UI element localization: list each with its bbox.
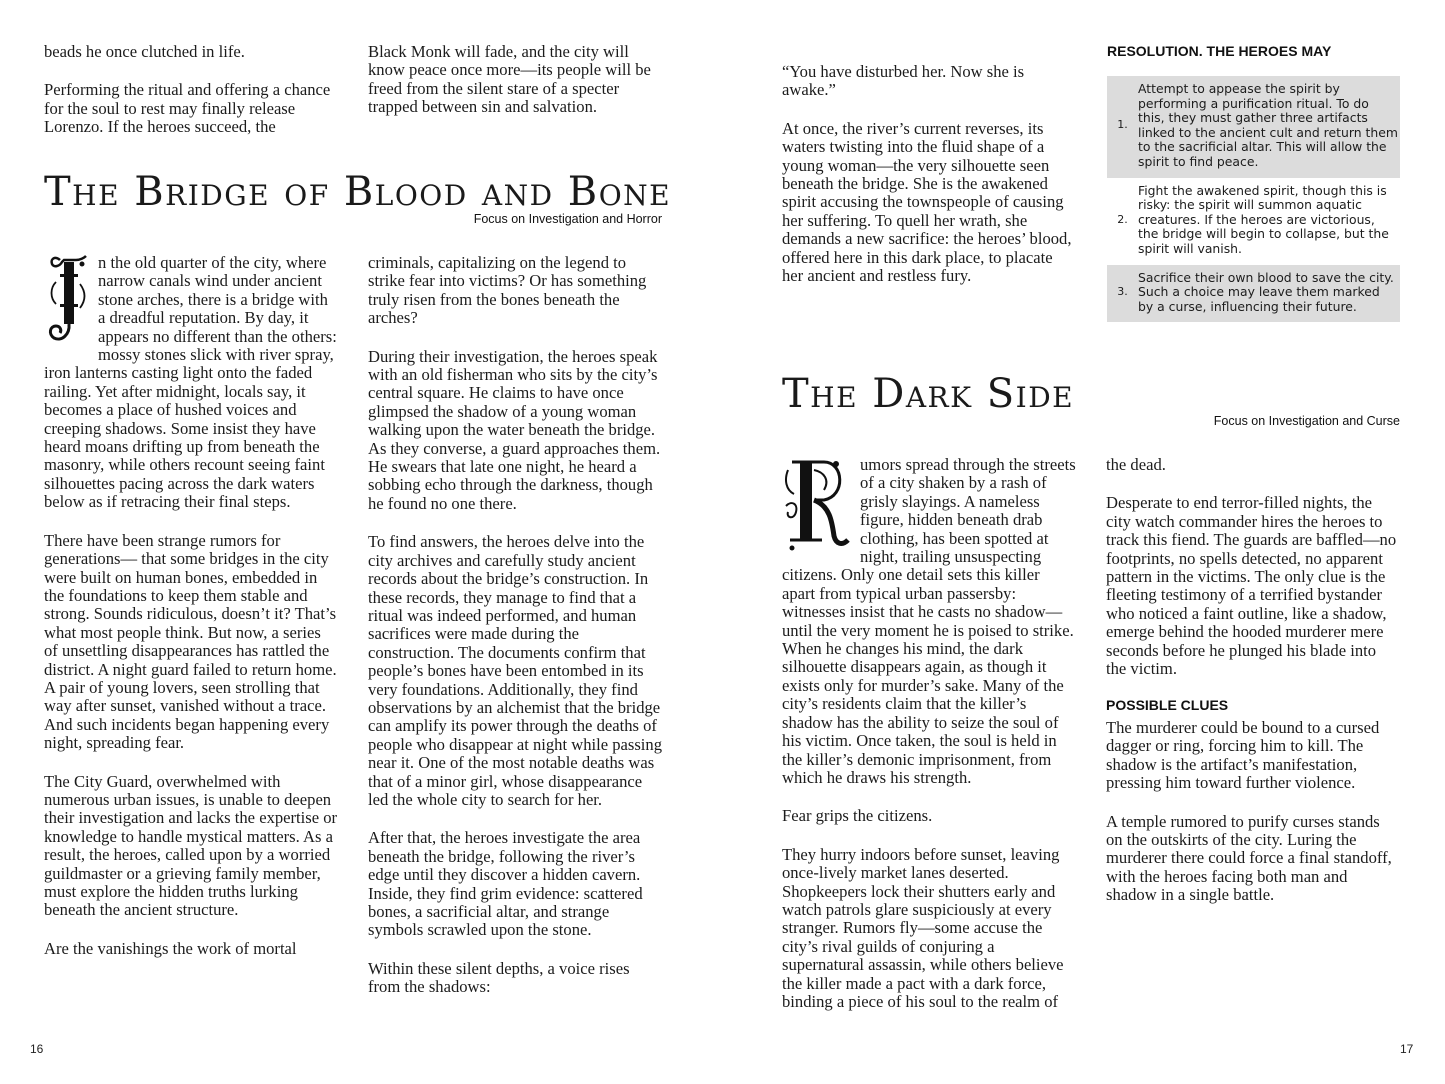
left-top-column-2 (368, 43, 662, 137)
list-text: Sacrifice their own blood to save the city. Such a choice may leave them marked by a curse, influencing their future. (1138, 269, 1394, 314)
dropcap-ornament-i (44, 254, 92, 350)
first-paragraph-text: n the old quarter of the city, where narrow canals wind under ancient stone arches, there is a bridge with a dreadful reputation. By day, it appears no different than the others: mossy stones slick with river spray, iron lanterns casting light onto the faded railing. Yet after midnight, locals say, it becomes a place of hushed voices and creeping shadows. Some insist they have heard moans drifting up from beneath the masonry, while others recount seeing faint silhouettes pacing across the dark waters below as if retracing their final steps. (44, 253, 337, 512)
paragraph: After that, the heroes investigate the area beneath the bridge, following the river’s edge until they discover a hidden cavern. Inside, they find grim evidence: scattered bones, a sacrificial altar, and strange symbols scrawled upon the stone. (368, 828, 643, 940)
paragraph: the dead. (1106, 455, 1166, 474)
paragraph: Desperate to end terror-filled nights, the city watch commander hires the heroes to track this fiend. The guards are baffled—no footprints, no spells detected, no apparent pattern in the victims. The only clue is the fleeting testimony of a terrified bystander who noticed a faint outline, like a shadow, emerge behind the hooded murderer mere seconds before he plunged his blade into the victim. (1106, 493, 1397, 679)
first-paragraph (44, 254, 338, 512)
possible-clues-heading: POSSIBLE CLUES (1106, 697, 1229, 714)
paragraph: To find answers, the heroes delve into the city archives and carefully study ancient records about the bridge’s construction. In these records, they manage to find that a ritual was indeed performed, and human sacrifices were made during the construction. The documents confirm that people’s bones have been entombed in its very foundations. Additionally, they find observations by an alchemist that the bridge can amplify its power through the deaths of people who disappear at night while passing near it. One of the most notable deaths was that of a minor girl, whose disappearance led the whole city to search for her. (368, 532, 663, 809)
section-subtitle-dark-side: Focus on Investigation and Curse (1213, 414, 1400, 428)
page-number-right: 17 (1400, 1042, 1414, 1056)
left-body-column-2 (368, 254, 662, 1017)
right-body-column-1 (782, 456, 1076, 1031)
first-paragraph (782, 456, 1076, 787)
right-top-column-1 (782, 63, 1074, 305)
paragraph: Fear grips the citizens. (782, 806, 933, 826)
paragraph: The City Guard, overwhelmed with numerous urban issues, is unable to deepen their investigation and lacks the expertise or knowledge to handle mystical matters. As a result, the heroes, called upon by a worried guildmaster or a grieving family member, must explore the hidden truths lurking beneath the ancient structure. (44, 771, 338, 920)
paragraph: Performing the ritual and offering a chance for the soul to rest may finally release Lorenzo. If the heroes succeed, the (44, 80, 331, 137)
resolution-list (1107, 76, 1400, 322)
left-body-column-1 (44, 254, 338, 978)
first-paragraph-text: umors spread through the streets of a city shaken by a rash of grisly slayings. A nameless figure, hidden beneath drab clothing, has been spotted at night, trailing unsuspecting citizens. Only one detail sets this killer apart from typical urban passersby: witnesses insist that he casts no shadow—until the very moment he is poised to strike. When he changes his mind, the dark silhouette disappears again, as though it exists only for murder’s sake. Many of the city’s residents claim that the killer’s shadow has the ability to seize the soul of his victim. Once taken, the soul is held in the killer’s demonic imprisonment, from which he draws his strength. (782, 455, 1076, 787)
paragraph: At once, the river’s current reverses, its waters twisting into the fluid shape of a young woman—the very silhouette seen beneath the bridge. She is the awakened spirit accusing the townspeople of causing her suffering. To quell her wrath, she demands a new sacrifice: the heroes’ blood, offered here in this dark place, to placate her ancient and restless fury. (782, 118, 1072, 286)
paragraph: “You have disturbed her. Now she is awake.” (782, 62, 1025, 100)
list-text: Fight the awakened spirit, though this is risky: the spirit will summon aquatic creatures. If the heroes are victorious, the bridge will begin to collapse, but the spirit will vanish. (1138, 182, 1389, 256)
section-title-dark-side: The Dark Side (782, 371, 1075, 417)
page-number-left: 16 (30, 1042, 44, 1056)
list-number: 3. (1117, 285, 1128, 299)
list-number: 2. (1117, 212, 1128, 226)
paragraph: The murderer could be bound to a cursed dagger or ring, forcing him to kill. The shadow is the artifact’s manifestation, pressing him toward further violence. (1106, 717, 1380, 793)
list-text: Attempt to appease the spirit by performing a purification ritual. To do this, they must gather three artifacts linked to the ancient cult and return them to the sacrificial altar. This will allow the spirit to find peace. (1138, 81, 1398, 169)
right-body-column-2 (1106, 456, 1400, 925)
paragraph: They hurry indoors before sunset, leaving once-lively market lanes deserted. Shopkeepers lock their shutters early and watch patrols glare suspiciously at every stranger. Rumors fly—some accuse the city’s rival guilds of conjuring a supernatural assassin, while others believe the killer made a pact with a dark force, binding a piece of his soul to the realm of (782, 844, 1064, 1011)
list-number: 1. (1117, 118, 1128, 132)
resolution-item-2 (1107, 178, 1400, 265)
resolution-item-1 (1107, 76, 1400, 178)
paragraph: Black Monk will fade, and the city will know peace once more—its people will be freed from the silent stare of a specter trapped between sin and salvation. (368, 42, 651, 117)
paragraph: There have been strange rumors for generations— that some bridges in the city were built on human bones, embedded in the foundations to keep them stable and strong. Sounds ridiculous, doesn’t it? That’s what most people think. But now, a series of unsettling disappearances has rattled the district. A night guard failed to return home. A pair of young lovers, seen strolling that way after sunset, vanished without a trace. And such incidents began happening every night, spreading fear. (44, 530, 337, 753)
section-title-bridge: The Bridge of Blood and Bone (44, 169, 672, 215)
resolution-item-3 (1107, 265, 1400, 323)
paragraph: beads he once clutched in life. (44, 42, 245, 61)
paragraph: During their investigation, the heroes speak with an old fisherman who sits by the city’s central square. He claims to have once glimpsed the shadow of a young woman walking upon the water beneath the bridge. As they converse, a guard approaches them. He swears that late one night, he heard a sobbing echo through the darkness, though he found no one there. (368, 346, 661, 513)
section-subtitle-bridge: Focus on Investigation and Horror (473, 212, 662, 226)
dropcap-ornament-r (782, 456, 854, 552)
paragraph: criminals, capitalizing on the legend to strike fear into victims? Or has something truly risen from the bones beneath the arches? (368, 253, 647, 328)
paragraph: Within these silent depths, a voice rises from the shadows: (368, 958, 630, 997)
resolution-heading: RESOLUTION. THE HEROES MAY (1107, 43, 1332, 59)
paragraph: Are the vanishings the work of mortal (44, 938, 297, 958)
left-top-column-1 (44, 43, 336, 157)
paragraph: A temple rumored to purify curses stands on the outskirts of the city. Luring the murderer there could force a final standoff, with the heroes facing both man and shadow in a single battle. (1106, 811, 1392, 905)
